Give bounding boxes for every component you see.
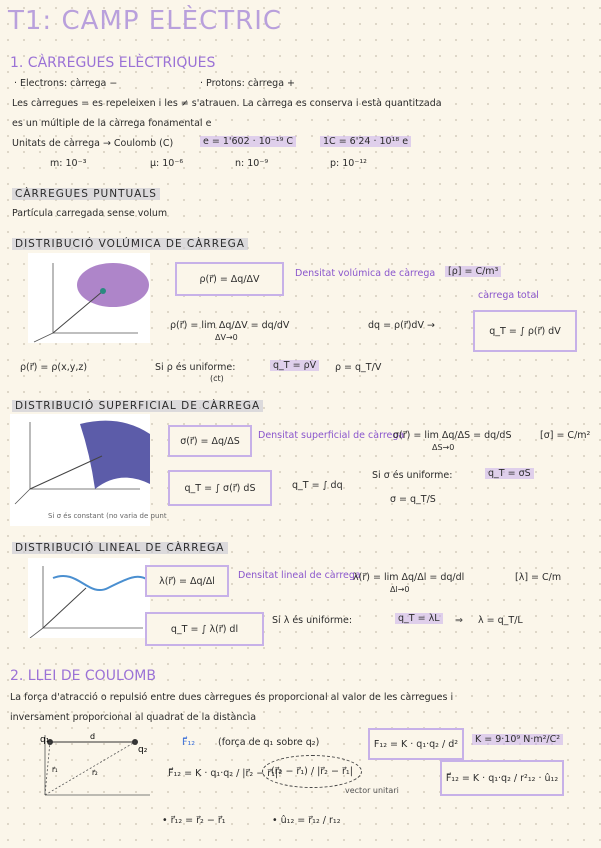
volume-density-def: ρ(r⃗) = Δq/ΔV [199,273,260,285]
linear-lim-sub: Δl→0 [390,585,410,594]
total-charge-uniform-surface: q_T = σS [485,468,534,479]
u12-definition: • û₁₂ = r⃗₁₂ / r₁₂ [272,815,341,826]
sigma-from-charge: σ = q_T/S [390,494,436,505]
surface-density-desc: Densitat superficial de càrrega [258,430,405,441]
lambda-uniform-text: Si λ és uniforme: [272,615,353,626]
sigma-uniform-text: Si σ és uniforme: [372,470,453,481]
prefix-m: m: 10⁻³ [50,158,87,169]
section-heading-surface: DISTRIBUCIÓ SUPERFICIAL DE CÀRREGA [12,400,263,412]
coulomb-modulus: F₁₂ = K · q₁·q₂ / d² [373,738,459,750]
force-label: F⃗₁₂ [182,737,196,748]
surface-caption: Si σ és constant (no varia de punt [48,512,167,520]
section-heading-linear: DISTRIBUCIÓ LINEAL DE CÀRREGA [12,542,228,554]
total-charge-volume-box [473,310,577,352]
rho-uniform-text: Si ρ és uniforme: [155,362,236,373]
volume-density-desc: Densitat volúmica de càrrega [295,268,436,279]
lambda-from-charge: λ = q_T/L [478,615,523,626]
volume-density-lim: ρ(r⃗) = lim Δq/ΔV = dq/dV [170,320,290,331]
coulomb-final: F⃗₁₂ = K · q₁·q₂ / r²₁₂ · û₁₂ [445,772,559,784]
total-charge-dq: q_T = ∫ dq [292,480,343,491]
rho-constant-note: (ct) [210,374,224,383]
linear-density-lim: λ(r⃗) = lim Δq/Δl = dq/dl [353,572,465,583]
total-charge-linear-box [145,612,264,646]
page-title: T1: CAMP ELÈCTRIC [8,6,283,36]
linear-density-unit: [λ] = C/m [515,572,562,583]
section-heading-point: CÀRREGUES PUNTUALS [12,188,160,200]
point-charge-text: Partícula carregada sense volum [12,208,168,219]
volume-figure [28,253,150,343]
total-charge-uniform-linear: q_T = λL [395,613,443,624]
distance-label: d [90,732,96,741]
volume-lim-sub: ΔV→0 [215,333,238,342]
linear-density-desc: Densitat lineal de càrrega [238,570,361,581]
rho-xyz: ρ(r⃗) = ρ(x,y,z) [20,362,88,373]
linear-density-box [145,565,229,597]
section-heading-volume: DISTRIBUCIÓ VOLÚMICA DE CÀRREGA [12,238,248,250]
r12-definition: • r⃗₁₂ = r⃗₂ − r⃗₁ [162,815,226,826]
e-value: e = 1'602 · 10⁻¹⁹ C [200,136,296,147]
linear-diagram [28,558,150,638]
charges-text-2: es un múltiple de la càrrega fonamental e [12,118,212,129]
surface-diagram [10,414,150,510]
volume-density-box [175,262,284,296]
total-charge-volume: q_T = ∫ ρ(r⃗) dV [489,325,561,337]
q1-label: q₁ [40,735,50,745]
total-charge-surface-box [168,470,272,506]
coulomb-vector-formula: F⃗₁₂ = K · q₁·q₂ / |r⃗₂ − r⃗₁|² [168,768,282,779]
surface-density-box [168,425,252,457]
coulomb-diagram [40,730,170,805]
surface-density-unit: [σ] = C/m² [540,430,591,441]
coulomb-modulus-box [368,728,464,760]
electrons-text: · Electrons: càrrega − [14,78,118,89]
total-charge-label: càrrega total [478,290,539,301]
coulomb-text-1: La força d'atracció o repulsió entre dues càrregues és proporcional al valor de les càrregues i [10,692,454,703]
unit-vector-expression: (r⃗₂ − r⃗₁) / |r⃗₂ − r⃗₁| [262,755,362,788]
prefix-p: p: 10⁻¹² [330,158,367,169]
coulomb-value: 1C = 6'24 · 10¹⁸ e [320,136,411,147]
linear-figure [28,558,150,638]
section-heading-charges: 1. CÀRREGUES ELÈCTRIQUES [10,55,216,71]
coulomb-text-2: inversament proporcional al quadrat de la distància [10,712,257,723]
surface-density-lim: σ(r⃗) = lim Δq/ΔS = dq/dS [393,430,512,441]
volume-diagram [28,253,150,343]
total-charge-linear: q_T = ∫ λ(r⃗) dl [170,623,239,635]
rho-from-charge: ρ = q_T/V [335,362,382,373]
linear-implication-arrow: ⇒ [455,615,463,626]
q2-label: q₂ [138,745,148,755]
charges-text-1: Les càrregues = es repeleixen i les ≠ s'atrauen. La càrrega es conserva i està quantitzada [12,98,442,109]
r2-label: r⃗₂ [92,769,98,777]
surface-lim-sub: ΔS→0 [432,443,455,452]
r1-label: r⃗₁ [52,766,58,774]
total-charge-uniform-volume: q_T = ρV [270,360,319,371]
section-heading-coulomb: 2. LLEI DE COULOMB [10,668,156,684]
protons-text: · Protons: càrrega + [200,78,295,89]
linear-density-def: λ(r⃗) = Δq/Δl [159,575,215,587]
prefix-mu: μ: 10⁻⁶ [150,158,184,169]
coulomb-constant: K = 9·10⁹ N·m²/C² [472,734,563,745]
coulomb-final-box [440,760,564,796]
total-charge-surface: q_T = ∫ σ(r⃗) dS [184,482,256,494]
prefix-n: n: 10⁻⁹ [235,158,269,169]
surface-figure [10,414,167,526]
dq-volume: dq = ρ(r⃗)dV → [368,320,435,331]
units-text: Unitats de càrrega → Coulomb (C) [12,138,174,149]
surface-density-def: σ(r⃗) = Δq/ΔS [180,435,240,447]
force-description: (força de q₁ sobre q₂) [218,737,320,748]
unit-vector-note: vector unitari [345,786,399,795]
volume-density-unit: [ρ] = C/m³ [445,266,501,277]
